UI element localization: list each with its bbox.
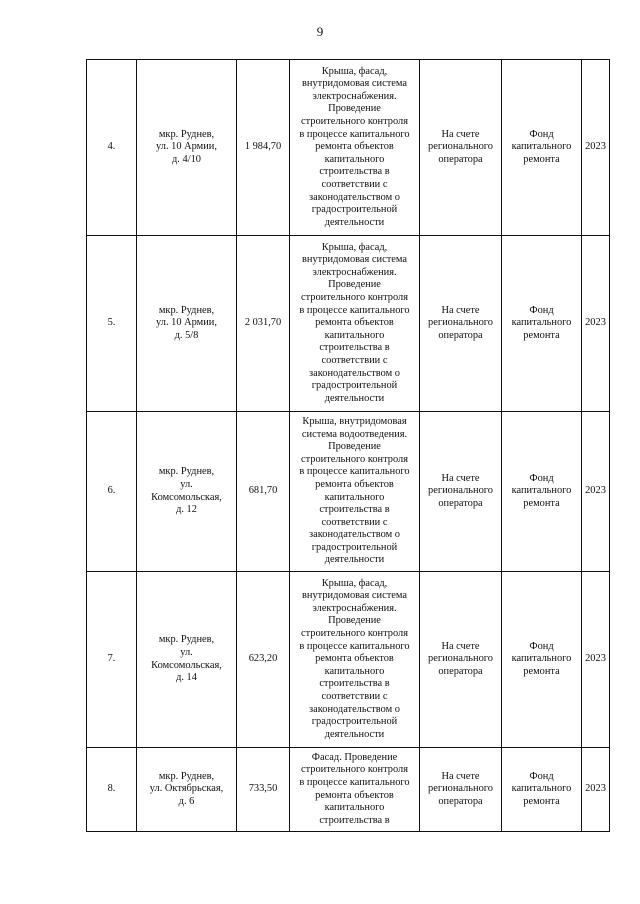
row-year: 2023	[582, 60, 610, 236]
row-area: 1 984,70	[237, 60, 290, 236]
row-area: 623,20	[237, 572, 290, 748]
row-fund: Фонд капитального ремонта	[502, 572, 582, 748]
row-fund: Фонд капитального ремонта	[502, 60, 582, 236]
row-year: 2023	[582, 748, 610, 832]
row-number: 5.	[87, 236, 137, 412]
row-account: На счете регионального оператора	[420, 748, 502, 832]
row-fund: Фонд капитального ремонта	[502, 748, 582, 832]
row-works: Крыша, внутридомовая система водоотведения. Проведение строительного контроля в процессе капитального ремонта объектов капитального строительства в соответствии с законодательством о градостроительной деятельности	[290, 412, 420, 572]
row-account: На счете регионального оператора	[420, 60, 502, 236]
row-area: 681,70	[237, 412, 290, 572]
row-account: На счете регионального оператора	[420, 412, 502, 572]
row-address: мкр. Руднев, ул. Комсомольская, д. 12	[137, 412, 237, 572]
table-row	[87, 572, 610, 748]
table-row	[87, 236, 610, 412]
row-area: 2 031,70	[237, 236, 290, 412]
table-row	[87, 412, 610, 572]
row-year: 2023	[582, 572, 610, 748]
table-row	[87, 60, 610, 236]
row-year: 2023	[582, 412, 610, 572]
row-works: Крыша, фасад, внутридомовая система электроснабжения. Проведение строительного контроля в процессе капитального ремонта объектов капитального строительства в соответствии с законодательством о градостроительной деятельности	[290, 572, 420, 748]
row-address: мкр. Руднев, ул. Комсомольская, д. 14	[137, 572, 237, 748]
capital-repair-table	[86, 59, 610, 832]
row-account: На счете регионального оператора	[420, 236, 502, 412]
row-works: Фасад. Проведение строительного контроля в процессе капитального ремонта объектов капитального строительства в	[290, 748, 420, 832]
row-number: 7.	[87, 572, 137, 748]
row-works: Крыша, фасад, внутридомовая система электроснабжения. Проведение строительного контроля в процессе капитального ремонта объектов капитального строительства в соответствии с законодательством о градостроительной деятельности	[290, 236, 420, 412]
row-fund: Фонд капитального ремонта	[502, 412, 582, 572]
row-fund: Фонд капитального ремонта	[502, 236, 582, 412]
row-area: 733,50	[237, 748, 290, 832]
row-account: На счете регионального оператора	[420, 572, 502, 748]
page-number: 9	[316, 24, 324, 39]
row-address: мкр. Руднев, ул. 10 Армии, д. 4/10	[137, 60, 237, 236]
row-number: 4.	[87, 60, 137, 236]
row-number: 6.	[87, 412, 137, 572]
row-year: 2023	[582, 236, 610, 412]
table-row	[87, 748, 610, 832]
row-address: мкр. Руднев, ул. 10 Армии, д. 5/8	[137, 236, 237, 412]
row-number: 8.	[87, 748, 137, 832]
row-works: Крыша, фасад, внутридомовая система электроснабжения. Проведение строительного контроля в процессе капитального ремонта объектов капитального строительства в соответствии с законодательством о градостроительной деятельности	[290, 60, 420, 236]
row-address: мкр. Руднев, ул. Октябрьская, д. 6	[137, 748, 237, 832]
